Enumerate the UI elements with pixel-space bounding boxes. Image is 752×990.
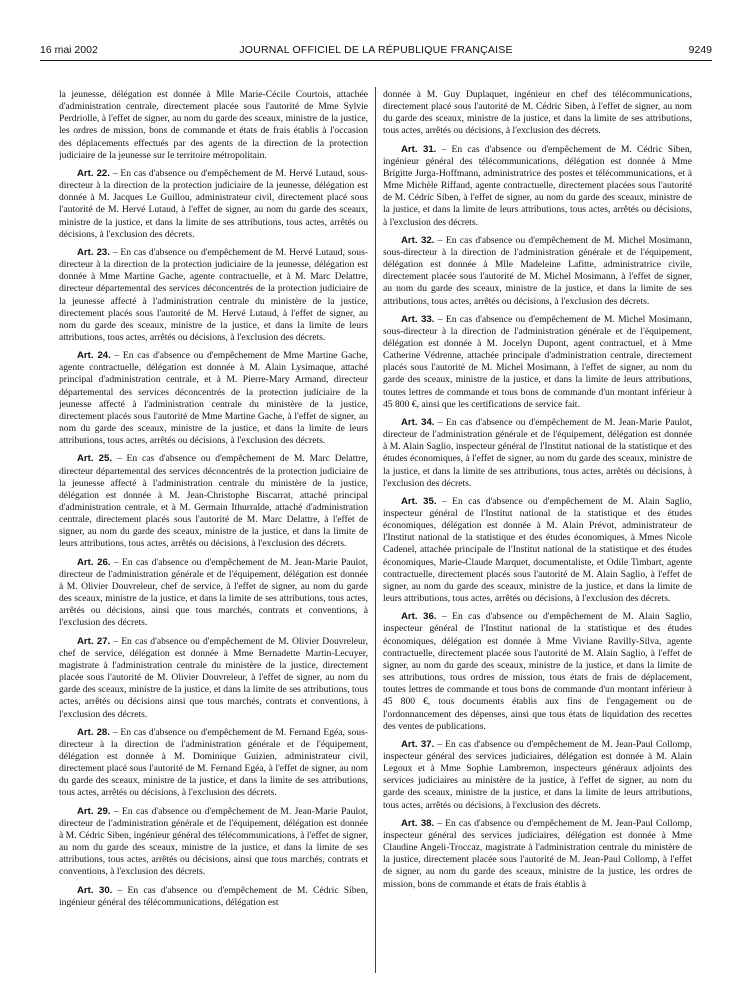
article-label: Art. 26.: [77, 556, 111, 568]
article-paragraph: [59, 168, 368, 241]
article-paragraph: [383, 235, 692, 308]
header-date: 16 mai 2002: [40, 44, 98, 56]
article-label: Art. 25.: [77, 453, 112, 465]
paragraph-text: – En cas d'absence ou d'empêchement de M. Jean-Paul Collomp, inspecteur général des services judiciaires, délégation est donnée à M. Alain Legoux et à Mme Sophie Lambremon, inspecteurs généraux adjoints des services judiciaires au ministère de la justice, à l'effet de signer, au nom du garde des sceaux, ministre de la justice, et dans la limite de leurs attributions, tous actes, arrêtés ou décisions, à l'exclusion des décrets.: [383, 738, 692, 811]
paragraph-text: – En cas d'absence ou d'empêchement de M. Michel Mosimann, sous-directeur à la direction de l'administration générale et de l'équipement, délégation est donnée à M. Jocelyn Dupont, agent contractuel, et à Mme Catherine Védrenne, attachée principale d'administration centrale, directement placés sous l'autorité de M. Michel Mosimann, à l'effet de signer, au nom du garde des sceaux, ministre de la justice, et dans la limite de leurs attributions, toutes lettres de commande et tous bons de commande d'un montant inférieur à 45 800 €, ainsi que les certifications de service fait.: [383, 313, 692, 410]
paragraph-text: donnée à M. Guy Duplaquet, ingénieur en chef des télécommunications, directement placé sous l'autorité de M. Cédric Siben, à l'effet de signer, au nom du garde des sceaux, ministre de la justice, et dans la limite de ses attributions, tous actes, arrêtés ou décisions, à l'exclusion des décrets.: [383, 89, 692, 137]
header-rule: [40, 60, 712, 61]
article-paragraph: [59, 885, 368, 909]
article-label: Art. 36.: [401, 611, 437, 623]
right-column: [383, 89, 692, 977]
paragraph-text: – En cas d'absence ou d'empêchement de M. Alain Saglio, inspecteur général de l'Institut national de la statistique et des études économiques, délégation est donnée à M. Alain Prévot, administrateur de l'Institut national de la statistique et des études économiques, à Mmes Nicole Cadenel, attachée principale de l'Institut national de la statistique et des études économiques, Marie-Claude Marquet, documentaliste, et Odile Timbart, agente contractuelle, directement placés sous l'autorité de M. Alain Saglio, à l'effet de signer, au nom du garde des sceaux, ministre de la justice, et dans la limite de leurs attributions, tous actes, arrêtés ou décisions, à l'exclusion des décrets.: [383, 495, 692, 605]
header-page-number: 9249: [688, 44, 712, 56]
paragraph-text: – En cas d'absence ou d'empêchement de M. Cédric Siben, ingénieur général des télécommunications, délégation est donnée à Mme Brigitte Jurga-Hoffmann, administratrice des postes et télécommunications, et à Mme Michèle Riffaud, agente contractuelle, directement placées sous l'autorité de M. Cédric Siben, à l'effet de signer, au nom du garde des sceaux, ministre de la justice, et dans la limite de leurs attributions, tous actes, arrêtés ou décisions, à l'exclusion des décrets.: [383, 143, 692, 228]
article-paragraph: [383, 144, 692, 229]
article-label: Art. 35.: [401, 495, 437, 507]
article-paragraph: [383, 417, 692, 490]
article-label: Art. 27.: [77, 635, 111, 647]
article-paragraph: [383, 496, 692, 605]
article-label: Art. 31.: [401, 143, 437, 155]
article-paragraph: [59, 89, 368, 162]
header-title: JOURNAL OFFICIEL DE LA RÉPUBLIQUE FRANÇAISE: [239, 44, 513, 56]
paragraph-text: – En cas d'absence ou d'empêchement de Mme Martine Gache, agente contractuelle, délégation est donnée à M. Alain Lysimaque, attaché principal d'administration centrale, et à M. Pierre-Mary Armand, directeur départemental des services déconcentrés de la protection judiciaire de la jeunesse affecté à l'administration centrale du ministère de la justice, directement placés sous l'autorité de Mme Martine Gache, à l'effet de signer, au nom du garde des sceaux, ministre de la justice, et dans la limite de leurs attributions, tous actes, arrêtés ou décisions, à l'exclusion des décrets.: [59, 350, 368, 447]
article-label: Art. 30.: [77, 884, 113, 896]
paragraph-text: – En cas d'absence ou d'empêchement de M. Olivier Douvreleur, chef de service, délégation est donnée à Mme Bernadette Martin-Lecuyer, magistrate à l'administration centrale du ministère de la justice, directement placée sous l'autorité de M. Olivier Douvreleur, à l'effet de signer, au nom du garde des sceaux, ministre de la justice, et dans la limite de ses attributions, tous actes, arrêtés ou décisions ainsi que tous marchés, contrats et conventions, à l'exclusion des décrets.: [59, 635, 368, 720]
paragraph-text: – En cas d'absence ou d'empêchement de M. Cédric Siben, ingénieur général des télécommunications, délégation est: [59, 884, 368, 908]
article-paragraph: [59, 350, 368, 447]
column-divider: [375, 87, 376, 973]
paragraph-text: – En cas d'absence ou d'empêchement de M. Hervé Lutaud, sous-directeur à la direction de la protection judiciaire de la jeunesse, délégation est donnée à M. Jacques Le Guillou, administrateur civil, directement placé sous l'autorité de M. Hervé Lutaud, à l'effet de signer, au nom du garde des sceaux, ministre de la justice, et dans la limite de ses attributions, tous actes, arrêtés ou décisions, à l'exclusion des décrets.: [59, 167, 368, 240]
article-paragraph: [383, 611, 692, 733]
article-paragraph: [59, 453, 368, 550]
article-paragraph: [59, 636, 368, 721]
article-paragraph: [59, 557, 368, 630]
article-label: Art. 34.: [401, 416, 435, 428]
article-label: Art. 29.: [77, 805, 111, 817]
paragraph-text: – En cas d'absence ou d'empêchement de M. Jean-Marie Paulot, directeur de l'administration générale et de l'équipement, délégation est donnée à M. Cédric Siben, ingénieur général des télécommunications, à l'effet de signer, au nom du garde des sceaux, ministre de la justice, et dans la limite de ses attributions, tous actes, arrêtés ou décisions, ainsi que tous marchés, contrats et conventions, à l'exclusion des décrets.: [59, 805, 368, 878]
article-paragraph: [59, 806, 368, 879]
article-paragraph: [383, 89, 692, 138]
paragraph-text: – En cas d'absence ou d'empêchement de M. Michel Mosimann, sous-directeur à la direction de l'administration générale et de l'équipement, délégation est donnée à Mlle Madeleine Lafitte, administratrice civile, directement placée sous l'autorité de M. Michel Mosimann, à l'effet de signer, au nom du garde des sceaux, ministre de la justice, et dans la limite de ses attributions, tous actes, arrêtés ou décisions, à l'exclusion des décrets.: [383, 234, 692, 307]
paragraph-text: – En cas d'absence ou d'empêchement de M. Fernand Egéa, sous-directeur à la direction de l'administration générale et de l'équipement, délégation est donnée à M. Dominique Guizien, administrateur civil, directement placé sous l'autorité de M. Fernand Egéa, à l'effet de signer, au nom du garde des sceaux, ministre de la justice, et dans la limite de ses attributions, tous actes, arrêtés ou décisions, à l'exclusion des décrets.: [59, 726, 368, 799]
left-column: [59, 89, 368, 977]
article-label: Art. 28.: [77, 726, 110, 738]
paragraph-text: – En cas d'absence ou d'empêchement de M. Jean-Marie Paulot, directeur de l'administration générale et de l'équipement, délégation est donnée à M. Olivier Douvreleur, chef de service, à l'effet de signer, au nom du garde des sceaux, ministre de la justice, et dans la limite de ses attributions, tous actes, arrêtés ou décisions, ainsi que tous marchés, contrats et conventions, à l'exclusion des décrets.: [59, 556, 368, 629]
article-paragraph: [383, 314, 692, 411]
paragraph-text: – En cas d'absence ou d'empêchement de M. Jean-Paul Collomp, inspecteur général des services judiciaires, délégation est donnée à Mme Claudine Angeli-Troccaz, magistrate à l'administration centrale du ministère de la justice, directement placée sous l'autorité de M. Jean-Paul Collomp, à l'effet de signer, au nom du garde des sceaux, ministre de la justice, les ordres de mission, bons de commande et états de frais établis à: [383, 817, 692, 890]
page-header: [40, 44, 712, 60]
article-label: Art. 38.: [401, 817, 435, 829]
article-label: Art. 23.: [77, 246, 110, 258]
paragraph-text: – En cas d'absence ou d'empêchement de M. Alain Saglio, inspecteur général de l'Institut national de la statistique et des études économiques, délégation est donnée à Mme Viviane Ravilly-Silva, agente contractuelle, directement placée sous l'autorité de M. Alain Saglio, à l'effet de signer, au nom du garde des sceaux, ministre de la justice, et dans la limite de ses attributions, tous ordres de mission, tous états de frais de déplacement, toutes lettres de commande et tous bons de commande d'un montant inférieur à 45 800 €, tous documents établis aux fins de l'engagement ou de l'ordonnancement des dépenses, ainsi que tous états de liquidation des recettes des ventes de publications.: [383, 611, 692, 732]
paragraph-text: – En cas d'absence ou d'empêchement de M. Jean-Marie Paulot, directeur de l'administration générale et de l'équipement, délégation est donnée à M. Alain Saglio, inspecteur général de l'Institut national de la statistique et des études économiques, à l'effet de signer, au nom du garde des sceaux, ministre de la justice, et dans la limite de ses attributions, tous actes, arrêtés ou décisions, à l'exclusion des décrets.: [383, 416, 692, 489]
article-label: Art. 33.: [401, 313, 435, 325]
article-label: Art. 22.: [77, 167, 110, 179]
article-paragraph: [59, 247, 368, 344]
paragraph-text: – En cas d'absence ou d'empêchement de M. Marc Delattre, directeur départemental des services déconcentrés de la protection judiciaire de la jeunesse affecté à l'administration centrale du ministère de la justice, délégation est donnée à M. Jean-Christophe Biscarrat, attaché principal d'administration centrale, et à M. Germain Ithurralde, attaché d'administration centrale, directement placés sous l'autorité de M. Marc Delattre, à l'effet de signer, au nom du garde des sceaux, ministre de la justice, et dans la limite de leurs attributions, tous actes, arrêtés ou décisions, à l'exclusion des décrets.: [59, 453, 368, 550]
article-paragraph: [383, 739, 692, 812]
paragraph-text: la jeunesse, délégation est donnée à Mlle Marie-Cécile Courtois, attachée d'administration centrale, directement placée sous l'autorité de Mme Sylvie Perdriolle, à l'effet de signer, au nom du garde des sceaux, ministre de la justice, les ordres de mission, bons de commande et états de frais établis à l'occasion des déplacements effectués par des agents de la direction de la protection judiciaire de la jeunesse sur le territoire métropolitain.: [59, 89, 368, 161]
article-label: Art. 37.: [401, 738, 435, 750]
article-label: Art. 32.: [401, 234, 435, 246]
article-label: Art. 24.: [77, 350, 111, 362]
article-paragraph: [383, 818, 692, 891]
paragraph-text: – En cas d'absence ou d'empêchement de M. Hervé Lutaud, sous-directeur à la direction de la protection judiciaire de la jeunesse, délégation est donnée à Mme Martine Gache, agente contractuelle, et à M. Marc Delattre, directeur départemental des services déconcentrés de la protection judiciaire de la jeunesse affecté à l'administration centrale du ministère de la justice, directement placés sous l'autorité de M. Hervé Lutaud, à l'effet de signer, au nom du garde des sceaux, ministre de la justice, et dans la limite de leurs attributions, tous actes, arrêtés ou décisions, à l'exclusion des décrets.: [59, 246, 368, 343]
article-paragraph: [59, 727, 368, 800]
